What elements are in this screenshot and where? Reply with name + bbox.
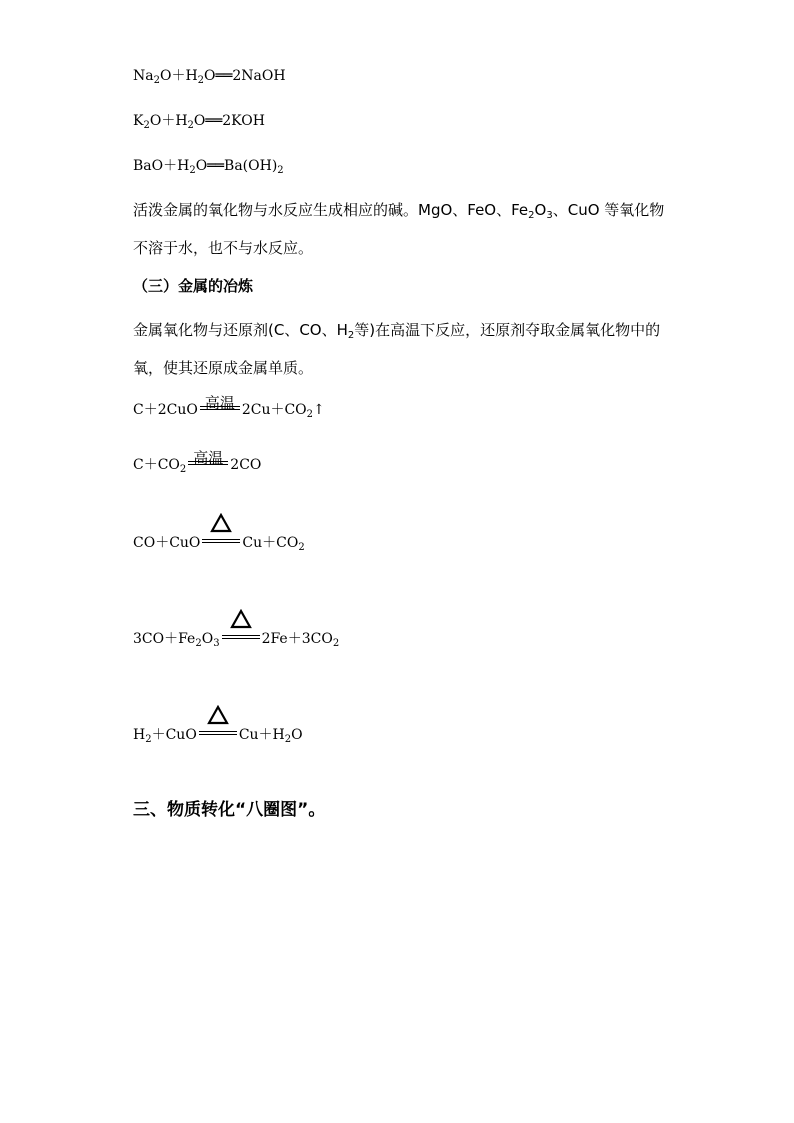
para-subscript: 2 bbox=[528, 210, 535, 221]
paragraph-reduction bbox=[133, 314, 668, 384]
eq-subscript: 2 bbox=[179, 464, 187, 475]
eq-subscript: 2 bbox=[332, 638, 340, 649]
condition-high-temp bbox=[200, 394, 240, 420]
paragraph-active-metal-oxides bbox=[133, 194, 668, 264]
eq-text: Ba(OH) bbox=[224, 158, 278, 174]
eq-text: O＋H bbox=[149, 113, 188, 129]
equals-sign bbox=[202, 539, 240, 543]
eq-text: O bbox=[193, 113, 206, 129]
eq-text: Na bbox=[133, 68, 154, 84]
condition-heat bbox=[222, 629, 260, 649]
equals-sign bbox=[222, 635, 260, 639]
equals-sign bbox=[199, 731, 237, 735]
equation-h2-cuo bbox=[133, 725, 303, 750]
condition-label: 高温 bbox=[193, 449, 224, 467]
equation-c-cuo bbox=[133, 394, 325, 425]
eq-text: O bbox=[291, 727, 303, 743]
para-text: 等)在高温下反应，还原剂夺取金属氧化物中的氧，使其还原成金属单质。 bbox=[133, 321, 661, 377]
heat-triangle-icon bbox=[207, 705, 229, 731]
condition-label: 高温 bbox=[204, 394, 235, 412]
condition-heat bbox=[199, 725, 237, 745]
eq-subscript: 2 bbox=[153, 75, 160, 86]
section-heading-metal-smelting: （三）金属的冶炼 bbox=[133, 277, 254, 295]
eq-sign: ══ bbox=[215, 68, 233, 84]
eq-text: O bbox=[201, 631, 214, 647]
eq-subscript: 2 bbox=[284, 734, 292, 745]
eq-text: O＋H bbox=[159, 68, 198, 84]
eq-subscript: 2 bbox=[197, 75, 205, 86]
eq-subscript: 3 bbox=[213, 638, 220, 649]
eq-subscript: 2 bbox=[195, 638, 202, 649]
eq-text: ＋CuO bbox=[151, 727, 197, 743]
eq-text: Cu＋CO bbox=[242, 535, 299, 551]
equation-co-cuo bbox=[133, 533, 305, 558]
para-text: 金属氧化物与还原剂(C、CO、H bbox=[133, 321, 348, 339]
eq-text: 2Fe＋3CO bbox=[261, 631, 333, 647]
para-subscript: 2 bbox=[347, 330, 355, 341]
equation-na2o-water bbox=[133, 66, 286, 91]
eq-text: 2KOH bbox=[222, 113, 265, 129]
eq-text: 2Cu＋CO bbox=[241, 402, 307, 418]
para-text: O bbox=[534, 201, 547, 219]
eq-text: O bbox=[204, 68, 216, 84]
eq-subscript: 2 bbox=[298, 542, 305, 553]
eq-subscript: 2 bbox=[189, 165, 196, 176]
eq-subscript: 2 bbox=[143, 120, 150, 131]
heat-triangle-icon bbox=[230, 609, 252, 635]
eq-text: C＋2CuO bbox=[133, 402, 198, 418]
eq-text: CO＋CuO bbox=[133, 535, 201, 551]
eq-text: C＋CO bbox=[133, 457, 180, 473]
equation-co-fe2o3 bbox=[133, 629, 339, 654]
para-subscript: 3 bbox=[546, 210, 553, 221]
eq-text: O bbox=[195, 158, 208, 174]
eq-text: K bbox=[133, 113, 144, 129]
heat-triangle-icon bbox=[210, 513, 232, 539]
eq-subscript: 2 bbox=[187, 120, 194, 131]
eq-subscript: 2 bbox=[145, 734, 152, 745]
para-text: 活泼金属的氧化物与水反应生成相应的碱。MgO、FeO、Fe bbox=[133, 201, 529, 219]
equation-c-co2 bbox=[133, 449, 262, 480]
eq-text: Cu＋H bbox=[238, 727, 285, 743]
eq-text: 2NaOH bbox=[232, 68, 286, 84]
condition-high-temp bbox=[188, 449, 228, 475]
equation-k2o-water bbox=[133, 111, 265, 136]
eq-text: BaO＋H bbox=[133, 158, 190, 174]
eq-sign: ══ bbox=[207, 158, 225, 174]
eq-subscript: 2 bbox=[277, 165, 284, 176]
eq-text: 3CO＋Fe bbox=[133, 631, 196, 647]
gas-arrow-icon: ↑ bbox=[313, 402, 325, 418]
eq-text: H bbox=[133, 727, 146, 743]
eq-subscript: 2 bbox=[306, 409, 314, 420]
eq-sign: ══ bbox=[205, 113, 223, 129]
equation-bao-water bbox=[133, 156, 284, 181]
heading-eight-circle-diagram: 三、物质转化“八圈图”。 bbox=[133, 800, 326, 820]
eq-text: 2CO bbox=[230, 457, 262, 473]
condition-heat bbox=[202, 533, 240, 553]
para-text: 、CuO 等氧化物不溶于水，也不与水反应。 bbox=[133, 201, 665, 257]
